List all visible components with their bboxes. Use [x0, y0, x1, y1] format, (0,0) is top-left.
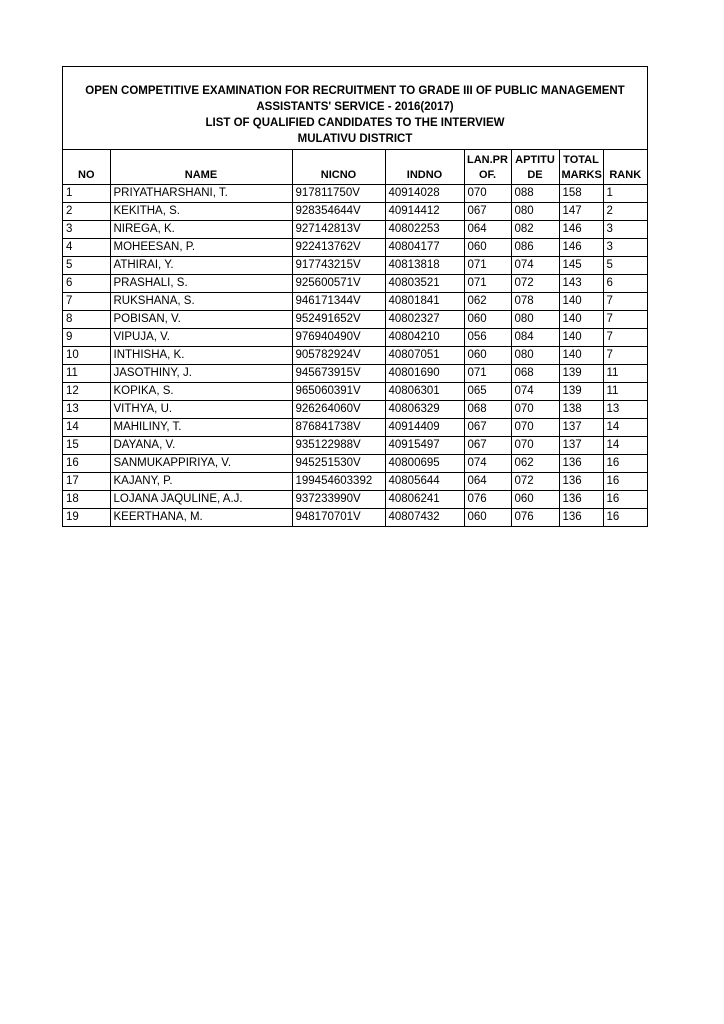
rank: 11: [603, 365, 647, 383]
aptitude-mark: 076: [511, 509, 559, 527]
total-marks: 140: [559, 293, 603, 311]
title-line-district: MULATIVU DISTRICT: [297, 133, 413, 145]
row-no: 16: [63, 455, 110, 473]
header-aptitude: APTITU DE: [511, 150, 559, 185]
rank: 7: [603, 293, 647, 311]
row-no: 8: [63, 311, 110, 329]
candidate-name: DAYANA, V.: [110, 437, 292, 455]
candidate-name: PRASHALI, S.: [110, 275, 292, 293]
total-marks: 145: [559, 257, 603, 275]
table-row: [63, 347, 647, 365]
language-proficiency-mark: 064: [464, 473, 511, 491]
aptitude-mark: 068: [511, 365, 559, 383]
nic-number: 926264060V: [292, 401, 385, 419]
results-sheet: [62, 66, 648, 527]
aptitude-mark: 070: [511, 437, 559, 455]
candidate-name: KEERTHANA, M.: [110, 509, 292, 527]
header-name: NAME: [110, 150, 292, 185]
index-number: 40804177: [385, 239, 464, 257]
table-row: [63, 239, 647, 257]
index-number: 40915497: [385, 437, 464, 455]
language-proficiency-mark: 060: [464, 509, 511, 527]
index-number: 40806241: [385, 491, 464, 509]
total-marks: 139: [559, 383, 603, 401]
table-row: [63, 401, 647, 419]
aptitude-mark: 070: [511, 401, 559, 419]
nic-number: 976940490V: [292, 329, 385, 347]
index-number: 40802253: [385, 221, 464, 239]
aptitude-mark: 074: [511, 383, 559, 401]
rank: 16: [603, 509, 647, 527]
rank: 7: [603, 311, 647, 329]
header-indno: INDNO: [385, 150, 464, 185]
title-line-list: LIST OF QUALIFIED CANDIDATES TO THE INTERVIEW: [205, 117, 505, 129]
language-proficiency-mark: 067: [464, 437, 511, 455]
header-language-proficiency: LAN.PR OF.: [464, 150, 511, 185]
index-number: 40802327: [385, 311, 464, 329]
rank: 3: [603, 221, 647, 239]
rank: 6: [603, 275, 647, 293]
language-proficiency-mark: 060: [464, 239, 511, 257]
row-no: 11: [63, 365, 110, 383]
nic-number: 917811750V: [292, 185, 385, 203]
nic-number: 945251530V: [292, 455, 385, 473]
nic-number: 948170701V: [292, 509, 385, 527]
document-title: [63, 67, 647, 150]
candidate-name: VITHYA, U.: [110, 401, 292, 419]
rank: 5: [603, 257, 647, 275]
candidate-name: LOJANA JAQULINE, A.J.: [110, 491, 292, 509]
index-number: 40801690: [385, 365, 464, 383]
rank: 16: [603, 491, 647, 509]
row-no: 3: [63, 221, 110, 239]
table-row: [63, 275, 647, 293]
candidate-name: POBISAN, V.: [110, 311, 292, 329]
rank: 11: [603, 383, 647, 401]
aptitude-mark: 062: [511, 455, 559, 473]
table-row: [63, 221, 647, 239]
table-row: [63, 455, 647, 473]
rank: 14: [603, 437, 647, 455]
language-proficiency-mark: 064: [464, 221, 511, 239]
row-no: 5: [63, 257, 110, 275]
nic-number: 922413762V: [292, 239, 385, 257]
nic-number: 946171344V: [292, 293, 385, 311]
candidate-name: ATHIRAI, Y.: [110, 257, 292, 275]
language-proficiency-mark: 074: [464, 455, 511, 473]
index-number: 40806329: [385, 401, 464, 419]
row-no: 18: [63, 491, 110, 509]
rank: 16: [603, 455, 647, 473]
aptitude-mark: 060: [511, 491, 559, 509]
nic-number: 952491652V: [292, 311, 385, 329]
language-proficiency-mark: 067: [464, 203, 511, 221]
row-no: 7: [63, 293, 110, 311]
nic-number: 199454603392: [292, 473, 385, 491]
total-marks: 140: [559, 329, 603, 347]
row-no: 12: [63, 383, 110, 401]
rank: 1: [603, 185, 647, 203]
rank: 13: [603, 401, 647, 419]
candidate-name: JASOTHINY, J.: [110, 365, 292, 383]
language-proficiency-mark: 068: [464, 401, 511, 419]
language-proficiency-mark: 071: [464, 365, 511, 383]
total-marks: 137: [559, 437, 603, 455]
total-marks: 143: [559, 275, 603, 293]
candidate-name: KEKITHA, S.: [110, 203, 292, 221]
table-row: [63, 383, 647, 401]
language-proficiency-mark: 067: [464, 419, 511, 437]
candidates-table: [63, 150, 647, 526]
aptitude-mark: 072: [511, 275, 559, 293]
aptitude-mark: 080: [511, 311, 559, 329]
table-row: [63, 437, 647, 455]
title-line-service: ASSISTANTS' SERVICE - 2016(2017): [256, 101, 454, 113]
total-marks: 136: [559, 455, 603, 473]
language-proficiency-mark: 065: [464, 383, 511, 401]
nic-number: 937233990V: [292, 491, 385, 509]
aptitude-mark: 080: [511, 203, 559, 221]
rank: 16: [603, 473, 647, 491]
index-number: 40914412: [385, 203, 464, 221]
nic-number: 928354644V: [292, 203, 385, 221]
row-no: 4: [63, 239, 110, 257]
row-no: 10: [63, 347, 110, 365]
aptitude-mark: 088: [511, 185, 559, 203]
language-proficiency-mark: 071: [464, 257, 511, 275]
total-marks: 140: [559, 311, 603, 329]
total-marks: 137: [559, 419, 603, 437]
index-number: 40813818: [385, 257, 464, 275]
aptitude-mark: 072: [511, 473, 559, 491]
candidate-name: NIREGA, K.: [110, 221, 292, 239]
nic-number: 935122988V: [292, 437, 385, 455]
total-marks: 158: [559, 185, 603, 203]
rank: 7: [603, 329, 647, 347]
header-nicno: NICNO: [292, 150, 385, 185]
language-proficiency-mark: 060: [464, 311, 511, 329]
table-row: [63, 491, 647, 509]
header-rank: RANK: [603, 150, 647, 185]
index-number: 40914409: [385, 419, 464, 437]
total-marks: 146: [559, 239, 603, 257]
total-marks: 138: [559, 401, 603, 419]
candidate-name: PRIYATHARSHANI, T.: [110, 185, 292, 203]
index-number: 40800695: [385, 455, 464, 473]
language-proficiency-mark: 076: [464, 491, 511, 509]
index-number: 40801841: [385, 293, 464, 311]
nic-number: 965060391V: [292, 383, 385, 401]
row-no: 1: [63, 185, 110, 203]
rank: 14: [603, 419, 647, 437]
index-number: 40914028: [385, 185, 464, 203]
table-row: [63, 257, 647, 275]
total-marks: 136: [559, 509, 603, 527]
index-number: 40807051: [385, 347, 464, 365]
aptitude-mark: 070: [511, 419, 559, 437]
table-body: [63, 185, 647, 527]
aptitude-mark: 084: [511, 329, 559, 347]
table-row: [63, 293, 647, 311]
aptitude-mark: 080: [511, 347, 559, 365]
table-row: [63, 311, 647, 329]
nic-number: 917743215V: [292, 257, 385, 275]
language-proficiency-mark: 060: [464, 347, 511, 365]
candidate-name: KAJANY, P.: [110, 473, 292, 491]
total-marks: 147: [559, 203, 603, 221]
language-proficiency-mark: 056: [464, 329, 511, 347]
nic-number: 876841738V: [292, 419, 385, 437]
total-marks: 136: [559, 473, 603, 491]
table-row: [63, 473, 647, 491]
total-marks: 140: [559, 347, 603, 365]
nic-number: 905782924V: [292, 347, 385, 365]
aptitude-mark: 082: [511, 221, 559, 239]
rank: 3: [603, 239, 647, 257]
index-number: 40803521: [385, 275, 464, 293]
row-no: 9: [63, 329, 110, 347]
table-header-row: [63, 150, 647, 185]
index-number: 40805644: [385, 473, 464, 491]
index-number: 40807432: [385, 509, 464, 527]
table-row: [63, 203, 647, 221]
table-row: [63, 185, 647, 203]
candidate-name: VIPUJA, V.: [110, 329, 292, 347]
candidate-name: MAHILINY, T.: [110, 419, 292, 437]
row-no: 2: [63, 203, 110, 221]
row-no: 19: [66, 511, 79, 523]
language-proficiency-mark: 071: [464, 275, 511, 293]
table-row: [63, 365, 647, 383]
language-proficiency-mark: 062: [464, 293, 511, 311]
candidate-name: RUKSHANA, S.: [110, 293, 292, 311]
total-marks: 146: [559, 221, 603, 239]
table-row: [63, 509, 647, 527]
title-line-exam: OPEN COMPETITIVE EXAMINATION FOR RECRUITMENT TO GRADE III OF PUBLIC MANAGEMENT: [85, 85, 625, 97]
candidate-name: INTHISHA, K.: [110, 347, 292, 365]
row-no: 14: [63, 419, 110, 437]
candidate-name: KOPIKA, S.: [110, 383, 292, 401]
rank: 7: [603, 347, 647, 365]
row-no: 6: [63, 275, 110, 293]
row-no: 15: [63, 437, 110, 455]
header-total-marks: TOTAL MARKS: [559, 150, 603, 185]
aptitude-mark: 074: [511, 257, 559, 275]
candidate-name: MOHEESAN, P.: [110, 239, 292, 257]
table-row: [63, 419, 647, 437]
nic-number: 945673915V: [292, 365, 385, 383]
aptitude-mark: 086: [511, 239, 559, 257]
index-number: 40806301: [385, 383, 464, 401]
row-no: 13: [63, 401, 110, 419]
nic-number: 927142813V: [292, 221, 385, 239]
aptitude-mark: 078: [511, 293, 559, 311]
table-row: [63, 329, 647, 347]
row-no: 17: [63, 473, 110, 491]
header-no: NO: [63, 150, 110, 185]
nic-number: 925600571V: [292, 275, 385, 293]
rank: 2: [603, 203, 647, 221]
index-number: 40804210: [385, 329, 464, 347]
language-proficiency-mark: 070: [464, 185, 511, 203]
candidate-name: SANMUKAPPIRIYA, V.: [110, 455, 292, 473]
total-marks: 136: [559, 491, 603, 509]
total-marks: 139: [559, 365, 603, 383]
